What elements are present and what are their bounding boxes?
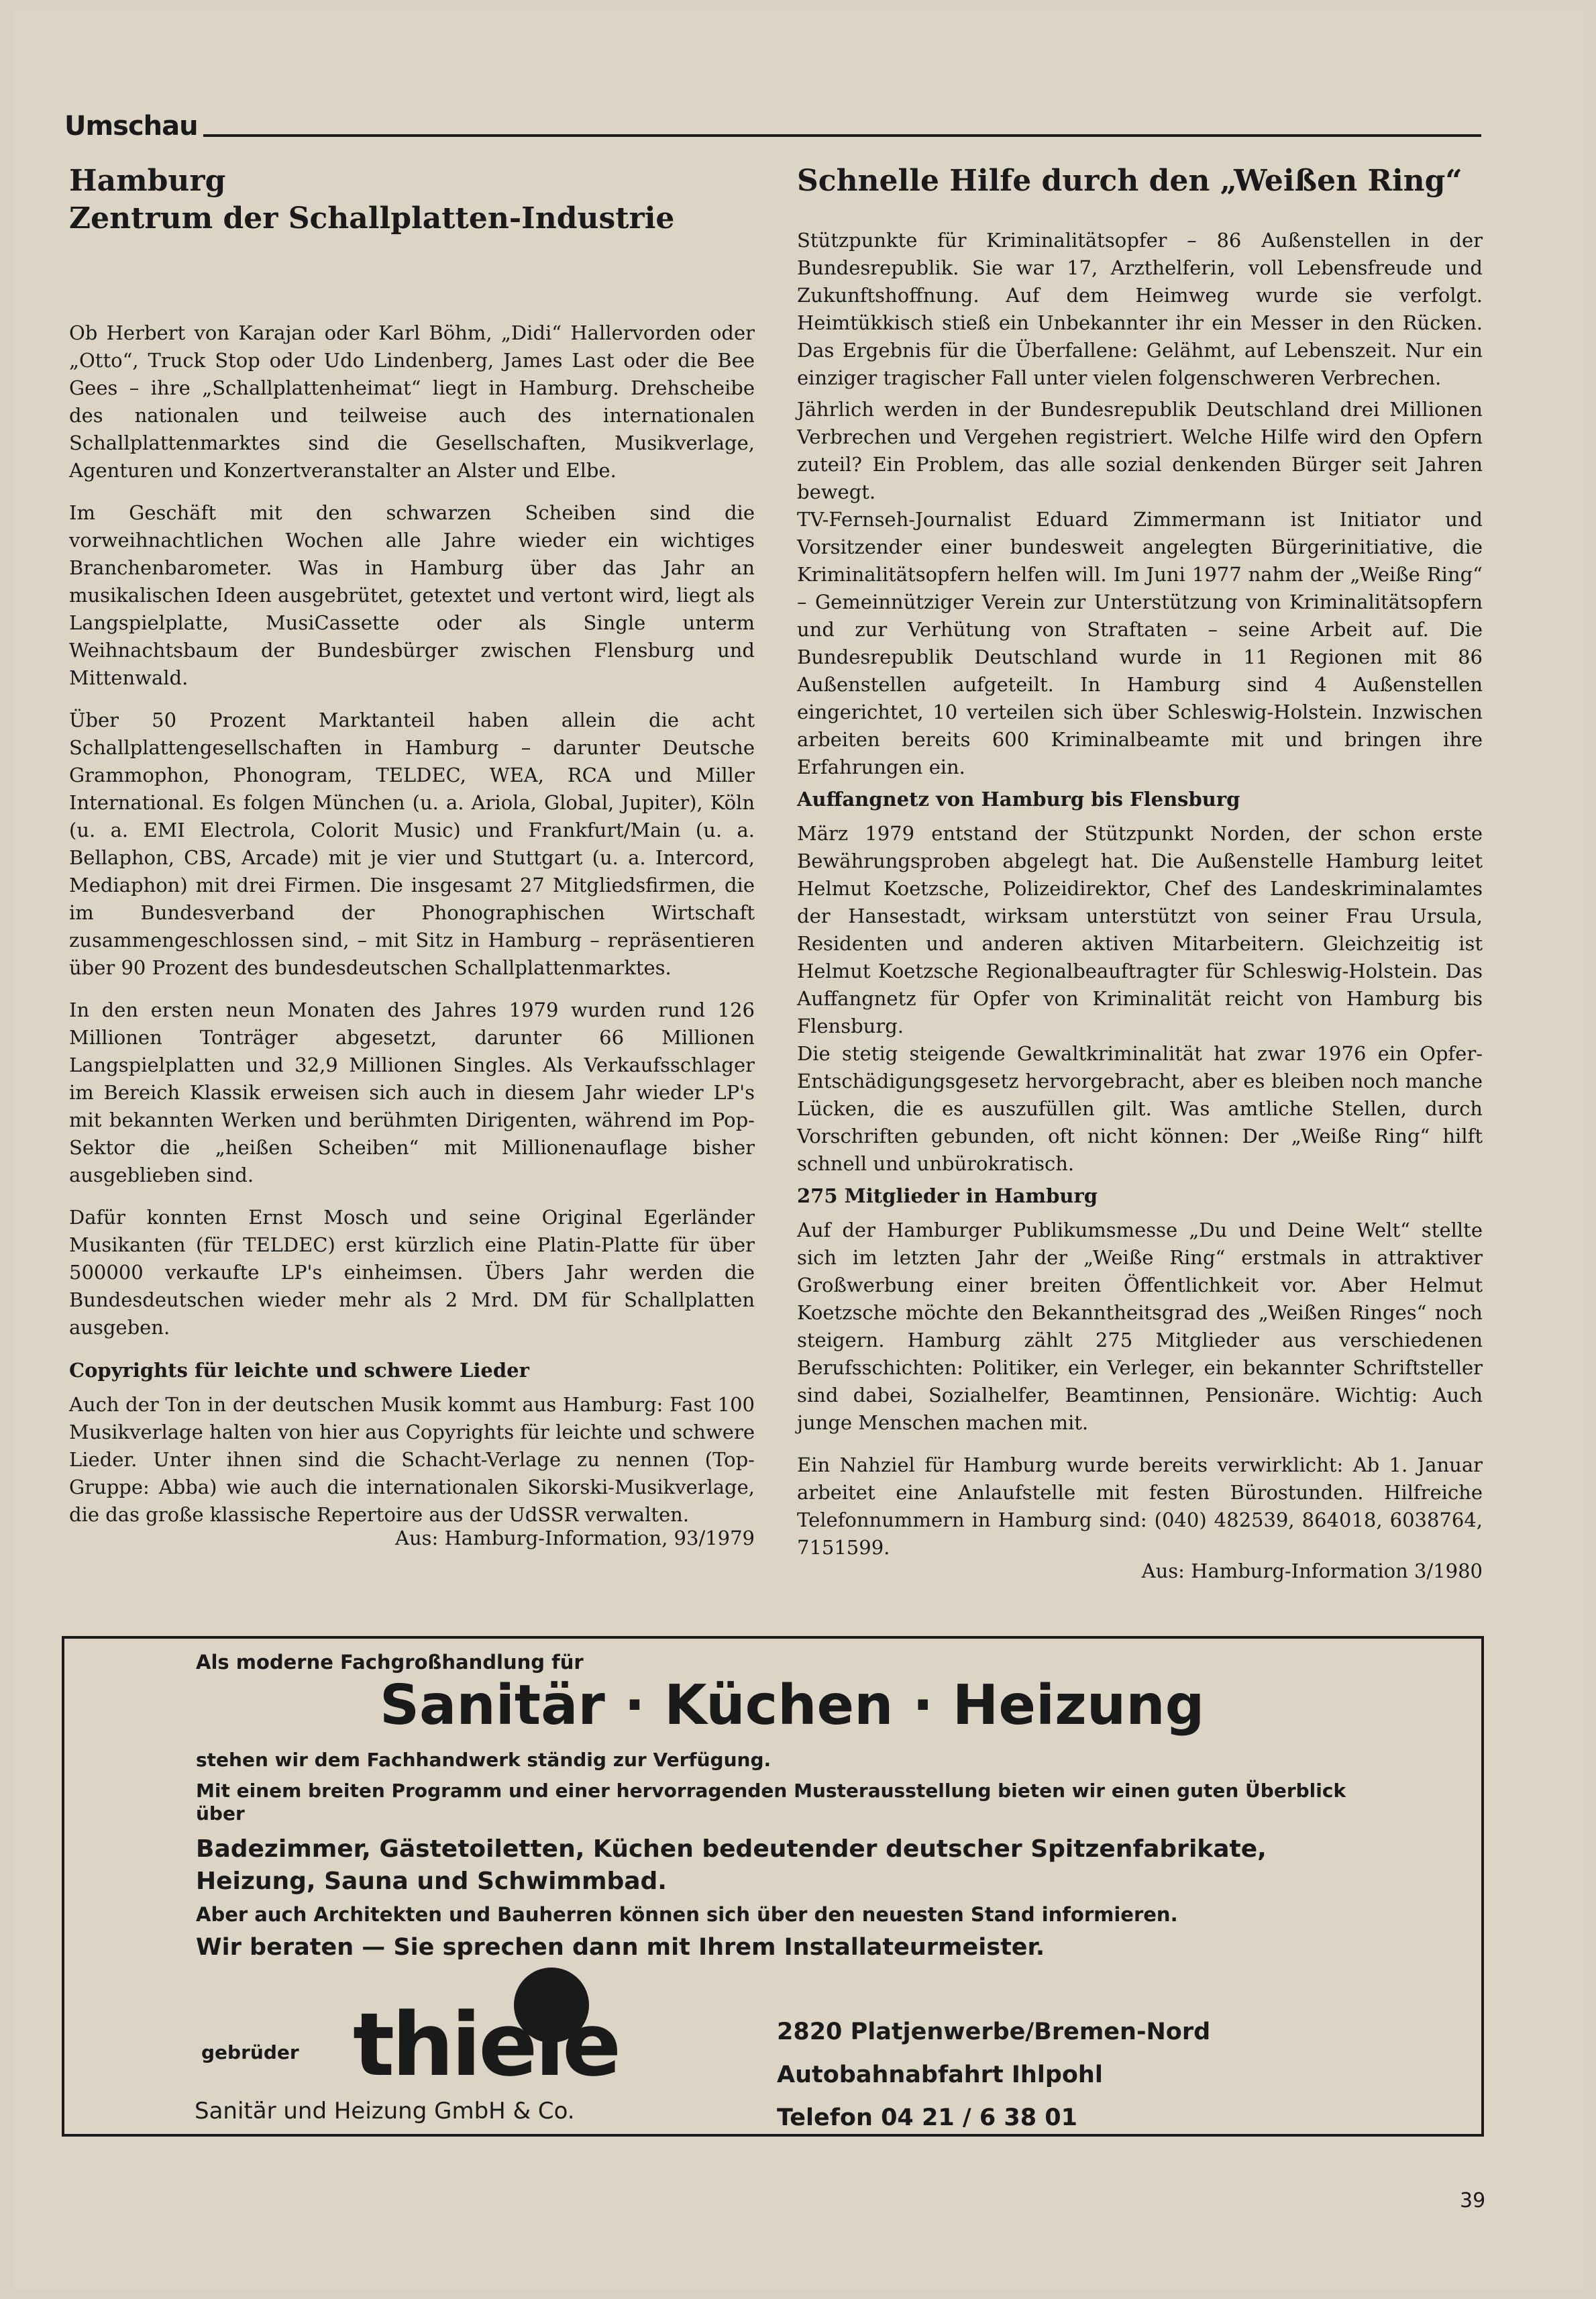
ad-intro: Als moderne Fachgroßhandlung für xyxy=(196,1651,584,1674)
ad-text: Mit einem breiten Programm und einer hervorragenden Musterausstellung bieten wir einen guten Überblick über xyxy=(196,1780,1346,1825)
paragraph: TV-Fernseh-Journalist Eduard Zimmermann ist Initiator und Vorsitzender einer bundesweit angelegten Bürgerinitiative, die Kriminalitätsopfern helfen will. Im Juni 1977 nahm der „Weiße Ring“ – Gemeinnütziger Verein zur Unterstützung von Kriminalitätsopfern und zur Verhütung von Straftaten – seine Arbeit auf. Die Bundesrepublik Deutschland wurde in 11 Regionen mit 86 Außenstellen aufgeteilt. In Hamburg sind 4 Außenstellen eingerichtet, 10 verteilen sich über Schleswig-Holstein. Inzwischen arbeiten bereits 600 Kriminalbeamte mit und bringen ihre Erfahrungen ein. xyxy=(797,508,1483,778)
section-label: Umschau xyxy=(64,111,198,142)
headline-line-1: Hamburg xyxy=(69,164,226,198)
section-rule xyxy=(203,134,1481,137)
ad-address: 2820 Platjenwerbe/Bremen-Nord xyxy=(777,2019,1211,2045)
paragraph: In den ersten neun Monaten des Jahres 1979 wurden rund 126 Millionen Tonträger abgesetzt, darunter 66 Millionen Langspielplatten und 32,9 Millionen Singles. Als Verkaufsschlager im Bereich Klassik erweisen sich auch in diesem Jahr wieder LP's mit bekannten Werken und berühmten Dirigenten, während im Pop-Sektor die „heißen Scheiben“ mit Millionenauflage bisher ausgeblieben sind. xyxy=(69,999,755,1186)
ad-slogan: Wir beraten — Sie sprechen dann mit Ihrem Installateurmeister. xyxy=(196,1934,1045,1961)
paragraph: Auf der Hamburger Publikumsmesse „Du und Deine Welt“ stellte sich im letzten Jahr der „Weiße Ring“ erstmals in attraktiver Großwerbung einer breiten Öffentlichkeit vor. Aber Helmut Koetzsche möchte den Bekanntheitsgrad des „Weißen Ringes“ noch steigern. Hamburg zählt 275 Mitglieder aus verschiedenen Berufsschichten: Politiker, ein Verleger, ein bekannter Schriftsteller sind dabei, Sozialhelfer, Beamtinnen, Pensionäre. Wichtig: Auch junge Menschen machen mit. xyxy=(797,1219,1483,1434)
paragraph: Dafür konnten Ernst Mosch und seine Original Egerländer Musikanten (für TELDEC) erst kürzlich eine Platin-Platte für über 500000 verkaufte LP's einheimsen. Übers Jahr werden die Bundesdeutschen wieder mehr als 2 Mrd. DM für Schallplatten ausgeben. xyxy=(69,1206,755,1339)
subheading: 275 Mitglieder in Hamburg xyxy=(797,1184,1098,1207)
paragraph: Ob Herbert von Karajan oder Karl Böhm, „Didi“ Hallervorden oder „Otto“, Truck Stop oder Udo Lindenberg, James Last oder die Bee Gees – ihre „Schallplattenheimat“ liegt in Hamburg. Drehscheibe des nationalen und teilweise auch des internationalen Schallplattenmarktes sind die Gesellschaften, Musikverlage, Agenturen und Konzertveranstalter an Alster und Elbe. xyxy=(69,321,755,482)
article-headline: Schnelle Hilfe durch den „Weißen Ring“ xyxy=(797,164,1462,198)
article-headline xyxy=(69,162,755,238)
advertisement-box xyxy=(62,1636,1484,2137)
article-weisser-ring xyxy=(797,162,1483,1585)
paragraph: Stützpunkte für Kriminalitätsopfer – 86 Außenstellen in der Bundesrepublik. Sie war 17, Arzthelferin, voll Lebensfreude und Zukunftshoffnung. Auf dem Heimweg wurde sie verfolgt. Heimtükkisch stieß ein Unbekannter ihr ein Messer in den Rücken. Das Ergebnis für die Überfallene: Gelähmt, auf Lebenszeit. Nur ein einziger tragischer Fall unter vielen folgenschweren Verbrechen. xyxy=(797,229,1483,389)
source-citation: Aus: Hamburg-Information, 93/1979 xyxy=(395,1527,755,1549)
paragraph: Jährlich werden in der Bundesrepublik Deutschland drei Millionen Verbrechen und Vergehen registriert. Welche Hilfe wird den Opfern zuteil? Ein Problem, das alle sozial denkenden Bürger seit Jahren bewegt. xyxy=(797,398,1483,503)
company-name: Sanitär und Heizung GmbH & Co. xyxy=(195,2098,575,2125)
article-hamburg xyxy=(69,162,755,1552)
paragraph: Über 50 Prozent Marktanteil haben allein die acht Schallplattengesellschaften in Hamburg – darunter Deutsche Grammophon, Phonogram, TELDEC, WEA, RCA und Miller International. Es folgen München (u. a. Ariola, Global, Jupiter), Köln (u. a. EMI Electrola, Colorit Music) und Frankfurt/Main (u. a. Bellaphon, CBS, Arcade) mit je vier und Stuttgart (u. a. Intercord, Mediaphon) mit drei Firmen. Die insgesamt 27 Mitgliedsfirmen, die im Bundesverband der Phonographischen Wirtschaft zusammengeschlossen sind, – mit Sitz in Hamburg – repräsentieren über 90 Prozent des bundesdeutschen Schallplattenmarktes. xyxy=(69,709,755,979)
ad-phone: Telefon 04 21 / 6 38 01 xyxy=(777,2104,1077,2131)
subheading: Copyrights für leichte und schwere Lieder xyxy=(69,1359,529,1382)
section-header xyxy=(64,106,1481,140)
ad-directions: Autobahnabfahrt Ihlpohl xyxy=(777,2061,1103,2088)
page-number: 39 xyxy=(1460,2189,1486,2212)
source-citation: Aus: Hamburg-Information 3/1980 xyxy=(1141,1560,1483,1582)
logo-wordmark: thiele xyxy=(353,1994,619,2096)
paragraph: Im Geschäft mit den schwarzen Scheiben sind die vorweihnachtlichen Wochen alle Jahre wieder ein wichtiges Branchenbarometer. Was in Hamburg über das Jahr an musikalischen Ideen ausgebrütet, getextet und vertont wird, liegt als Langspielplatte, MusiCassette oder als Single unterm Weihnachtsbaum der Bundesbürger zwischen Flensburg und Mittenwald. xyxy=(69,501,755,689)
paragraph: März 1979 entstand der Stützpunkt Norden, der schon erste Bewährungsproben abgelegt hat. Die Außenstelle Hamburg leitet Helmut Koetzsche, Polizeidirektor, Chef des Landeskriminalamtes der Hansestadt, wirksam unterstützt von seiner Frau Ursula, Residenten und anderen aktiven Mitarbeitern. Gleichzeitig ist Helmut Koetzsche Regionalbeauftragter für Schleswig-Holstein. Das Auffangnetz für Opfer von Kriminalität reicht von Hamburg bis Flensburg. xyxy=(797,822,1483,1037)
paragraph: Auch der Ton in der deutschen Musik kommt aus Hamburg: Fast 100 Musikverlage halten von hier aus Copyrights für leichte und schwere Lieder. Unter ihnen sind die Schacht-Verlage zu nennen (Top-Gruppe: Abba) wie auch die internationalen Sikorski-Musikverlage, die das große klassische Repertoire aus der UdSSR verwalten. xyxy=(69,1393,755,1526)
headline-line-2: Zentrum der Schallplatten-Industrie xyxy=(69,201,675,236)
ad-products: Badezimmer, Gästetoiletten, Küchen bedeutender deutscher Spitzenfabrikate, Heizung, Sauna und Schwimmbad. xyxy=(196,1835,1267,1895)
ad-headline: Sanitär · Küchen · Heizung xyxy=(380,1674,1205,1737)
subheading: Auffangnetz von Hamburg bis Flensburg xyxy=(797,788,1240,811)
ad-text: stehen wir dem Fachhandwerk ständig zur Verfügung. xyxy=(196,1749,772,1771)
paragraph: Die stetig steigende Gewaltkriminalität hat zwar 1976 ein Opfer-Entschädigungsgesetz hervorgebracht, aber es bleiben noch manche Lücken, die es auszufüllen gilt. Was amtliche Stellen, durch Vorschriften gebunden, oft nicht können: Der „Weiße Ring“ hilft schnell und unbürokratisch. xyxy=(797,1042,1483,1175)
paragraph: Ein Nahziel für Hamburg wurde bereits verwirklicht: Ab 1. Januar arbeitet eine Anlaufstelle mit festen Bürostunden. Hilfreiche Telefonnummern in Hamburg sind: (040) 482539, 864018, 6038764, 7151599. xyxy=(797,1453,1483,1559)
ad-text: Aber auch Architekten und Bauherren können sich über den neuesten Stand informieren. xyxy=(196,1903,1178,1926)
logo-small-text: gebrüder xyxy=(201,2041,299,2063)
